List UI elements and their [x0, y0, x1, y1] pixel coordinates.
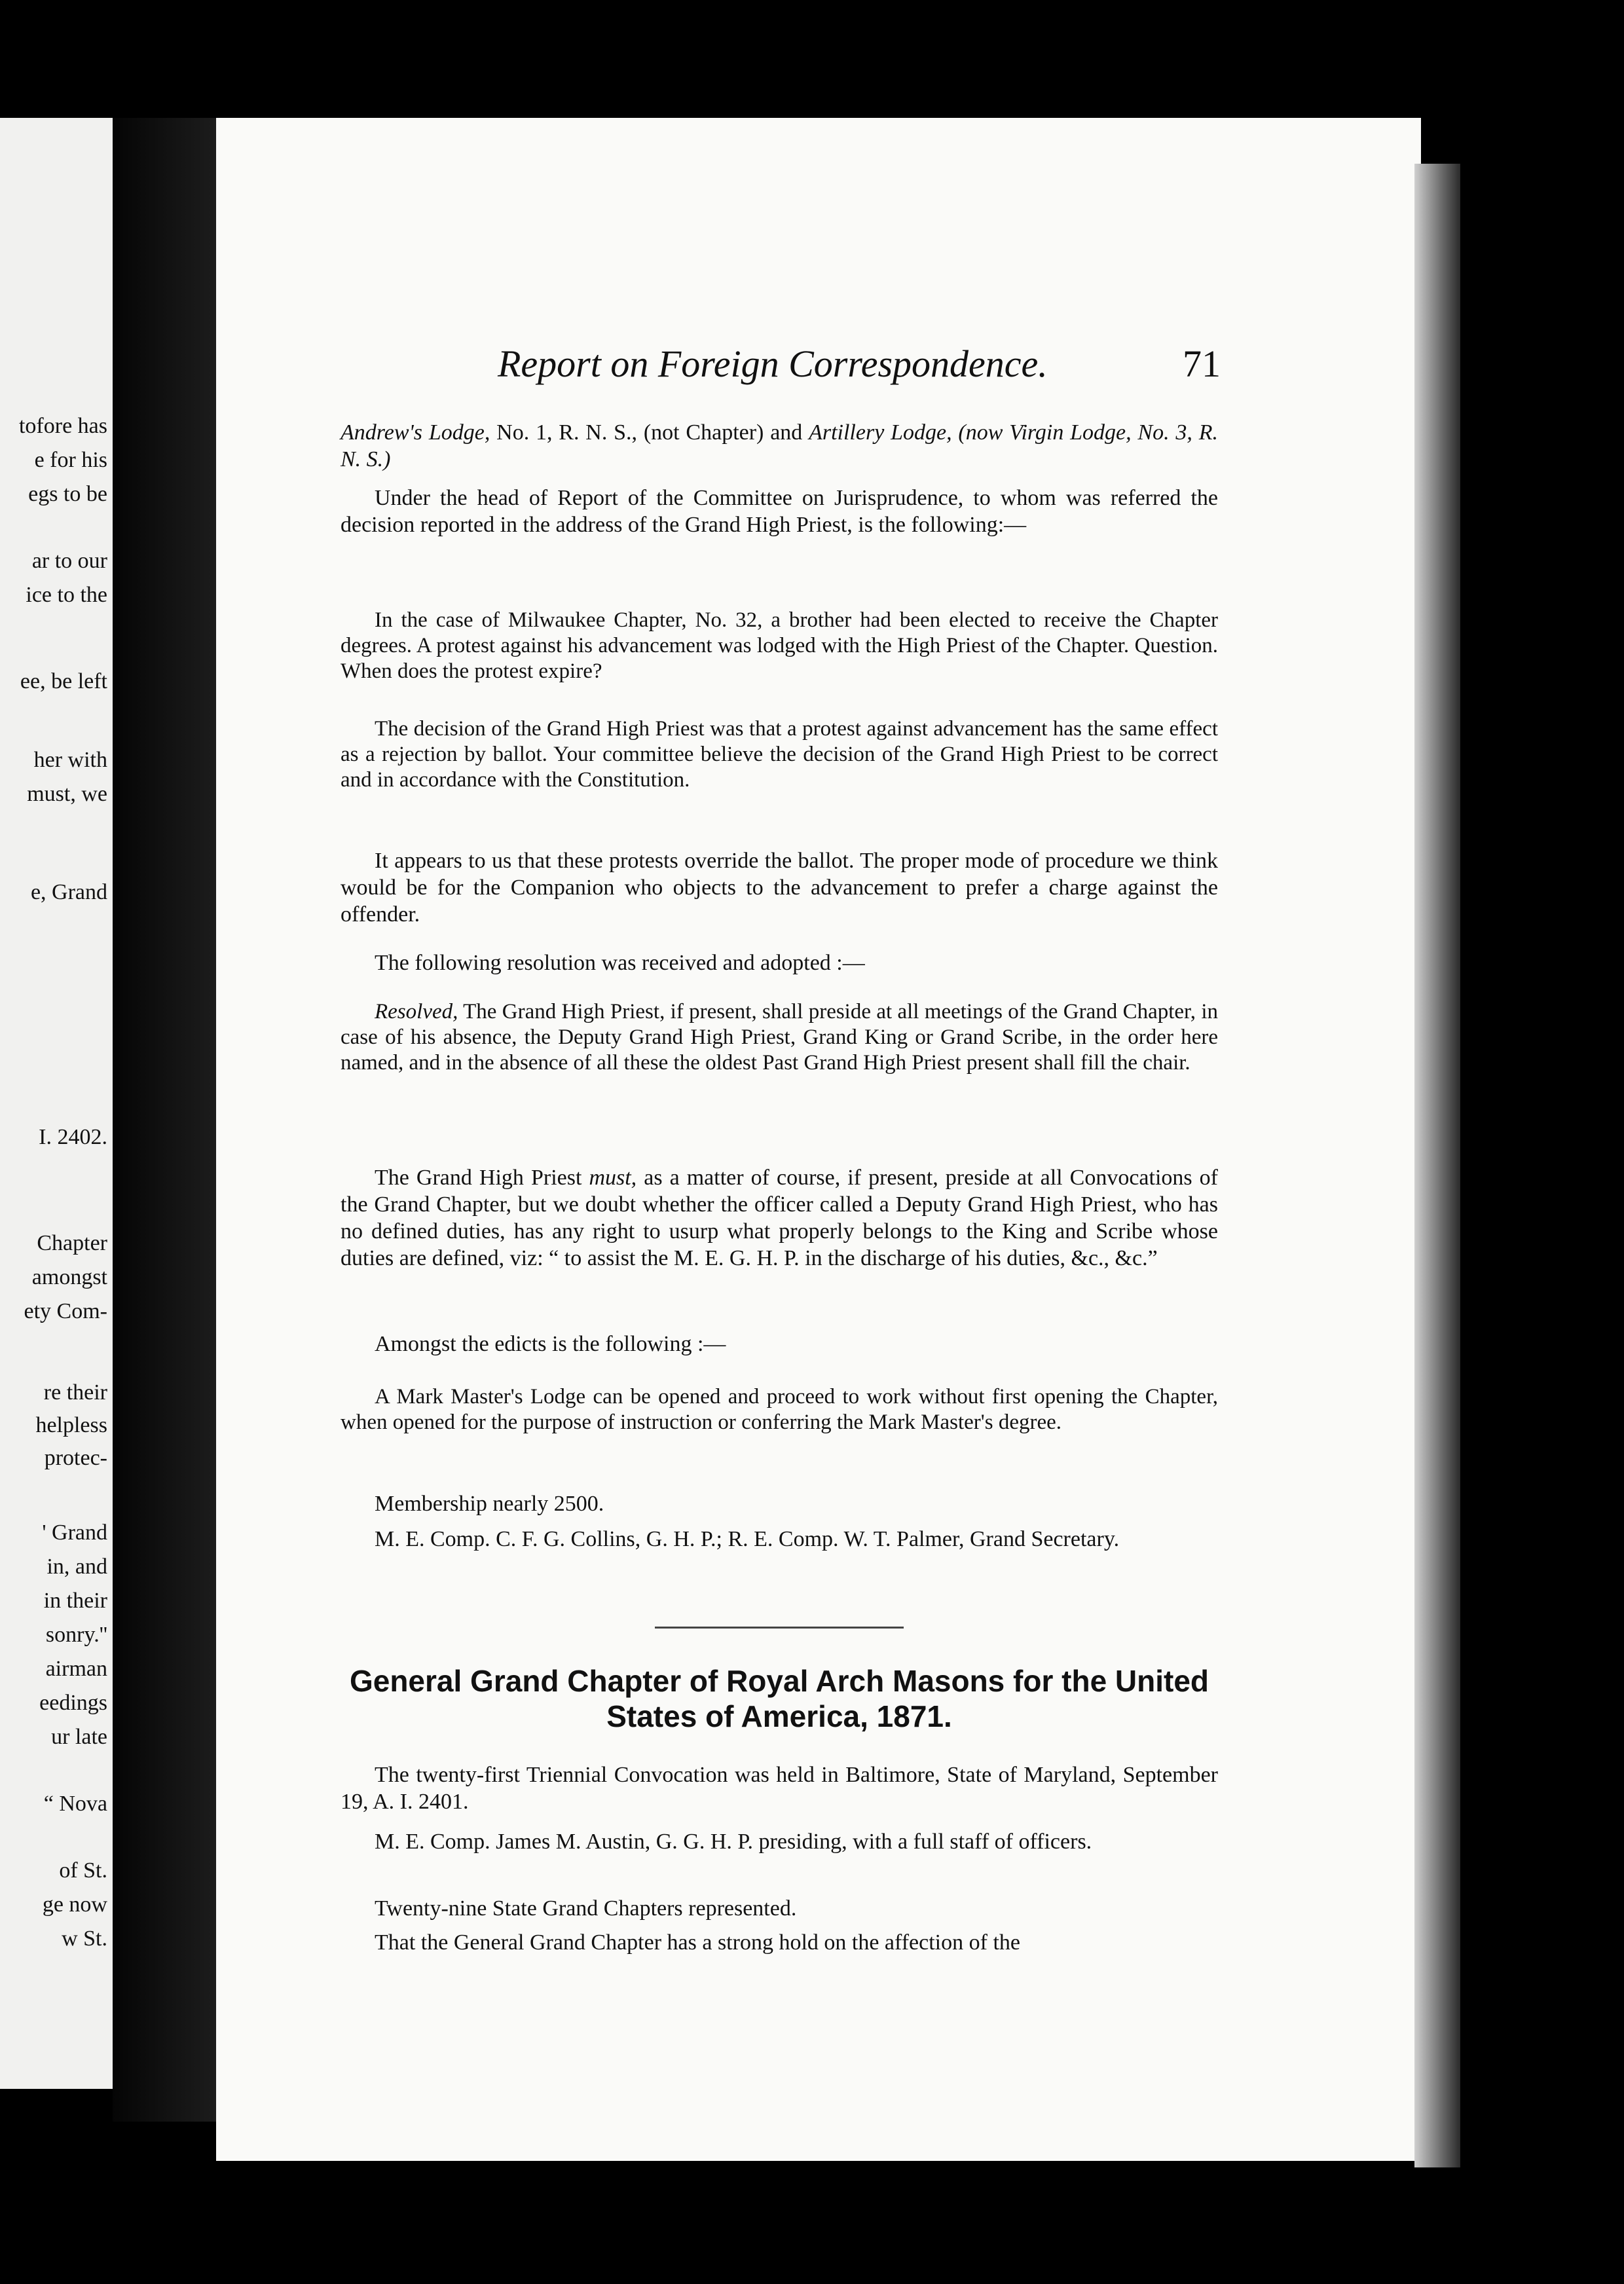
- left-page-fragment: eedings: [39, 1691, 107, 1715]
- left-page-fragment: ur late: [51, 1725, 107, 1749]
- left-page-fragment: helpless: [35, 1413, 107, 1437]
- left-page-fragment: airman: [45, 1657, 107, 1681]
- left-facing-page: [0, 118, 113, 2089]
- left-page-fragment: ' Grand: [42, 1520, 107, 1545]
- paragraph-resolved: [341, 999, 1218, 1076]
- left-page-fragment: amongst: [31, 1265, 107, 1289]
- left-page-fragment: in their: [43, 1589, 107, 1613]
- paragraph-grand-high-priest: [341, 1164, 1218, 1272]
- paragraph-presiding: M. E. Comp. James M. Austin, G. G. H. P. presiding, with a full staff of officers.: [375, 1830, 1092, 1854]
- paragraph-convocation: The twenty-first Triennial Convocation was held in Baltimore, State of Maryland, September 19, A. I. 2401.: [341, 1763, 1218, 1814]
- left-page-fragment: tofore has: [18, 414, 107, 438]
- paragraph-officers: M. E. Comp. C. F. G. Collins, G. H. P.; R. E. Comp. W. T. Palmer, Grand Secretary.: [375, 1527, 1120, 1551]
- left-page-fragment: her with: [33, 748, 107, 772]
- left-page-fragment: “ Nova: [43, 1792, 107, 1816]
- ghp-must: must,: [589, 1166, 637, 1190]
- left-page-fragment: must, we: [27, 782, 107, 806]
- left-page-fragment: sonry.'': [45, 1623, 107, 1647]
- lodge-text: No. 1, R. N. S., (not Chapter) and: [490, 420, 809, 445]
- paragraph-chapters-represented: Twenty-nine State Grand Chapters represented.: [375, 1896, 797, 1921]
- paragraph-jurisprudence: Under the head of Report of the Committee on Jurisprudence, to whom was referred the decision reported in the address of the Grand High Priest, is the following:—: [341, 486, 1218, 537]
- left-page-fragment: egs to be: [28, 482, 107, 506]
- left-page-fragment: ice to the: [26, 583, 107, 607]
- left-page-fragment: Chapter: [37, 1231, 107, 1255]
- paragraph-decision: The decision of the Grand High Priest was that a protest against advancement has the same effect as a rejection by ballot. Your committee believe the decision of the Grand High Priest to be correct and in accordance with the Constitution.: [341, 717, 1218, 792]
- left-page-fragment: protec-: [44, 1446, 107, 1470]
- paragraph-membership: Membership nearly 2500.: [375, 1492, 604, 1516]
- left-page-fragment: e, Grand: [30, 880, 107, 904]
- ghp-text-a: The Grand High Priest: [375, 1166, 589, 1190]
- left-page-fragment: ee, be left: [20, 669, 107, 693]
- left-page-fragment: in, and: [46, 1555, 107, 1579]
- section-title: General Grand Chapter of Royal Arch Masons for the United States of America, 1871.: [349, 1664, 1209, 1733]
- lodge-name-andrews: Andrew's Lodge,: [341, 420, 490, 445]
- paragraph-lodges: [341, 419, 1218, 473]
- section-divider: [655, 1627, 904, 1629]
- resolved-text: The Grand High Priest, if present, shall preside at all meetings of the Grand Chapter, in case of his absence, the Deputy Grand High Priest, Grand King or Grand Scribe, in the order here named, and in the absence of all these the oldest Past Grand High Priest present shall fill the chair.: [341, 1000, 1218, 1075]
- paragraph-milwaukee-case: In the case of Milwaukee Chapter, No. 32, a brother had been elected to receive the Chapter degrees. A protest against his advancement was lodged with the High Priest of the Chapter. Question. When does the protest expire?: [341, 608, 1218, 683]
- paragraph-mark-master: A Mark Master's Lodge can be opened and proceed to work without first opening the Chapter, when opened for the purpose of instruction or conferring the Mark Master's degree.: [341, 1385, 1218, 1434]
- paragraph-edicts-intro: Amongst the edicts is the following :—: [375, 1332, 726, 1356]
- left-page-fragment: ge now: [42, 1892, 107, 1917]
- left-page-fragment: w St.: [62, 1926, 107, 1951]
- left-page-fragment: ar to our: [31, 549, 107, 573]
- left-page-fragment: I. 2402.: [39, 1125, 107, 1149]
- running-head: Report on Foreign Correspondence.: [498, 342, 1048, 385]
- left-page-fragment: re their: [43, 1380, 107, 1405]
- ghp-text-b: as a matter of course, if present, preside at all Convocations of the Grand Chapter, but we doubt whether the officer called a Deputy Grand High Priest, who has no defined duties, has any right to usurp what properly belongs to the King and Scribe whose duties are defined, viz: “ to assist the M. E. G. H. P. in the discharge of his duties, &c., &c.”: [341, 1166, 1218, 1270]
- paragraph-resolution-intro: The following resolution was received and adopted :—: [375, 951, 865, 975]
- page-number: 71: [1183, 342, 1221, 385]
- left-page-fragment: ety Com-: [24, 1299, 107, 1323]
- page-edge: [1414, 164, 1460, 2167]
- paragraph-protests: It appears to us that these protests override the ballot. The proper mode of procedure we think would be for the Companion who objects to the advancement to prefer a charge against the offender.: [341, 849, 1218, 927]
- left-page-fragment: e for his: [34, 448, 107, 472]
- lodge-name-artillery: Artillery Lodge, (now Virgin Lodge, No. 3, R. N. S.): [341, 420, 1218, 471]
- resolved-label: Resolved,: [375, 1000, 458, 1023]
- paragraph-affection: That the General Grand Chapter has a strong hold on the affection of the: [375, 1930, 1020, 1955]
- left-page-fragment: of St.: [59, 1858, 107, 1883]
